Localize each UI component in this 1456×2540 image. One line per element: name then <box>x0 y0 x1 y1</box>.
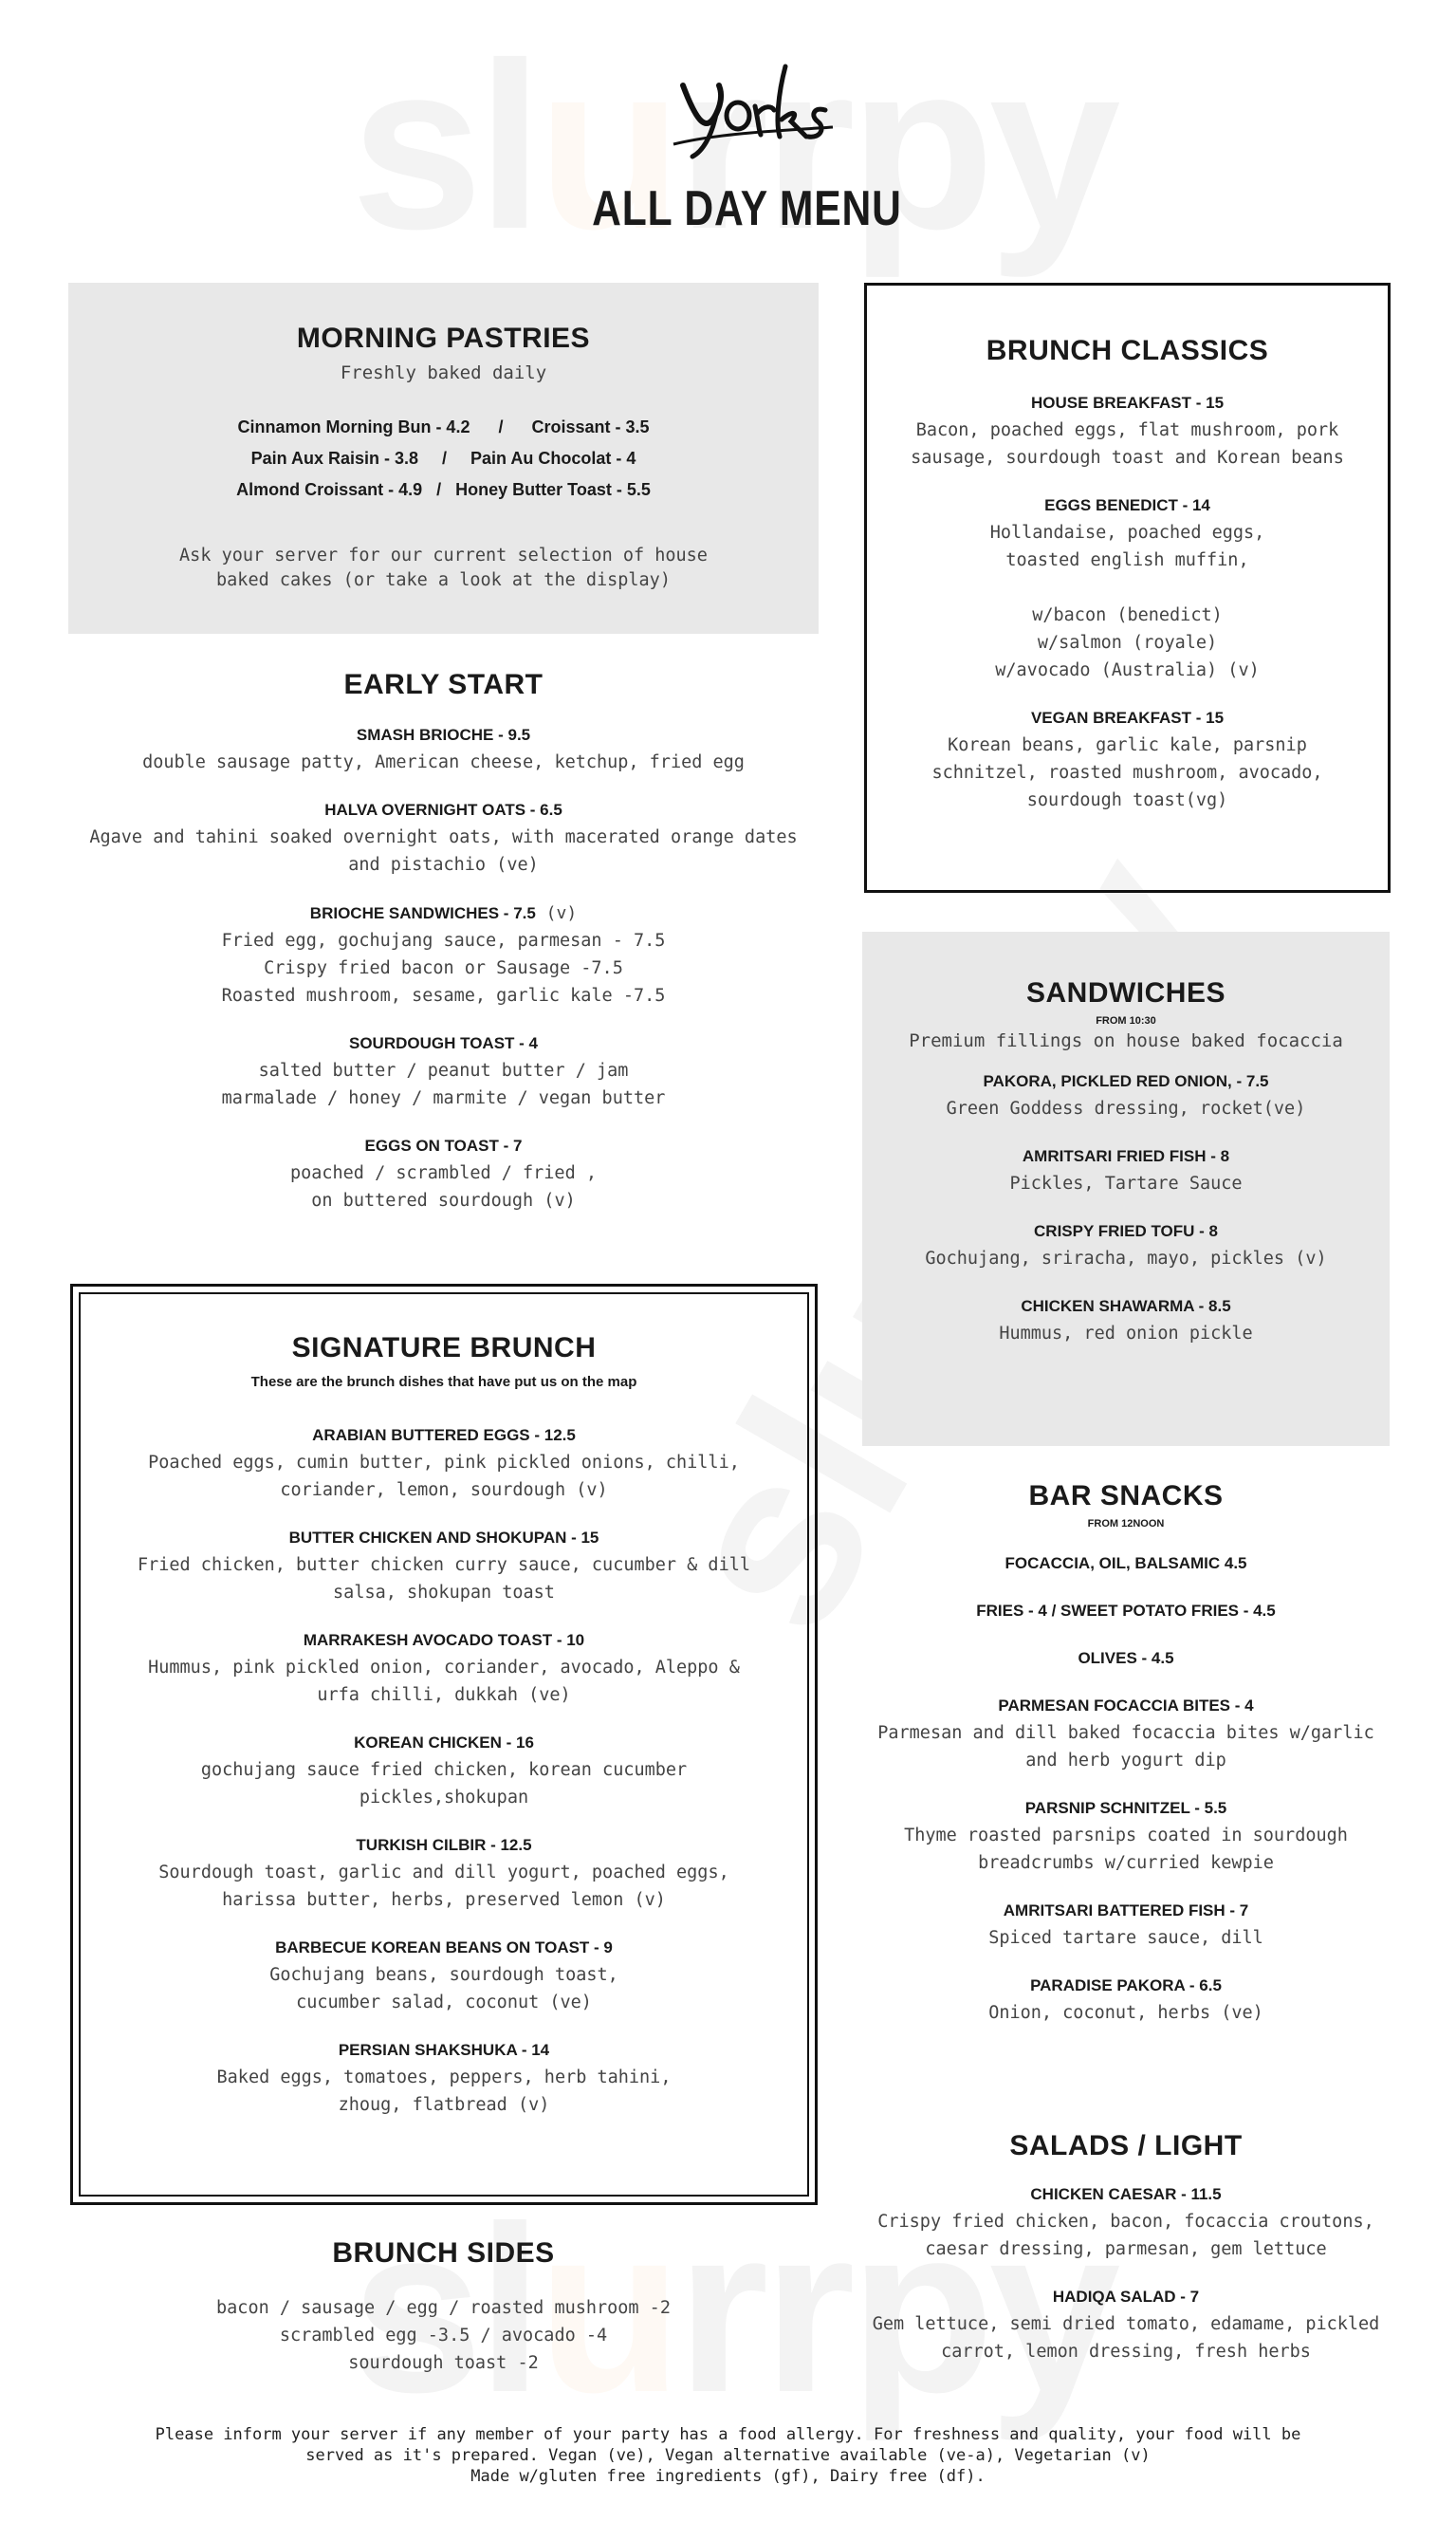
bar-snacks-section <box>862 1480 1390 2027</box>
menu-item <box>68 726 819 776</box>
signature-brunch-section <box>70 1284 818 2205</box>
pastry-line: Almond Croissant - 4.9 / Honey Butter Toast - 5.5 <box>236 480 651 499</box>
item-name: CHICKEN SHAWARMA - 8.5 <box>1021 1297 1231 1315</box>
menu-item <box>862 1147 1390 1197</box>
section-title: SIGNATURE BRUNCH <box>291 1332 597 1363</box>
section-title: SALADS / LIGHT <box>1009 2130 1243 2161</box>
menu-item <box>862 2185 1390 2263</box>
section-title: BRUNCH SIDES <box>332 2237 555 2269</box>
item-desc: Fried egg, gochujang sauce, parmesan - 7.5 Crispy fried bacon or Sausage -7.5 Roasted mushroom, sesame, garlic kale -7.5 <box>221 931 666 1006</box>
menu-item <box>73 1836 815 1914</box>
item-name: HADIQA SALAD - 7 <box>1052 2288 1200 2306</box>
menu-item <box>73 1529 815 1606</box>
section-title: BAR SNACKS <box>1028 1480 1224 1511</box>
item-desc: Onion, coconut, herbs (ve) <box>988 2003 1263 2023</box>
item-name: PARSNIP SCHNITZEL - 5.5 <box>1024 1799 1227 1817</box>
section-title: SANDWICHES <box>1025 977 1226 1009</box>
section-subtitle: Freshly baked daily <box>340 362 547 383</box>
item-desc: Gochujang beans, sourdough toast, cucumber salad, coconut (ve) <box>269 1965 618 2012</box>
item-name: BUTTER CHICKEN AND SHOKUPAN - 15 <box>288 1529 599 1547</box>
item-name: EGGS BENEDICT - 14 <box>1044 496 1210 514</box>
menu-item <box>73 1734 815 1811</box>
pastry-line: Pain Aux Raisin - 3.8 / Pain Au Chocolat - 4 <box>250 449 636 468</box>
section-tagline: These are the brunch dishes that have put us on the map <box>250 1374 637 1390</box>
early-start-section <box>68 669 819 1214</box>
sides-list: bacon / sausage / egg / roasted mushroom -2 scrambled egg -3.5 / avocado -4 sourdough toast -2 <box>216 2298 671 2373</box>
brunch-sides-section <box>68 2237 819 2377</box>
item-desc: Spiced tartare sauce, dill <box>988 1928 1263 1948</box>
section-hours: FROM 12NOON <box>1087 1518 1165 1530</box>
item-desc: Pickles, Tartare Sauce <box>1009 1174 1243 1194</box>
menu-item <box>73 1631 815 1709</box>
section-title: MORNING PASTRIES <box>296 323 591 354</box>
menu-item <box>862 2288 1390 2365</box>
item-name: CHICKEN CAESAR - 11.5 <box>1030 2185 1222 2203</box>
footer-line: served as it's prepared. Vegan (ve), Vegan alternative available (ve-a), Vegetarian (v) <box>305 2446 1151 2465</box>
item-name: KOREAN CHICKEN - 16 <box>354 1734 534 1752</box>
menu-item <box>862 1696 1390 1774</box>
item-name: VEGAN BREAKFAST - 15 <box>1030 709 1225 727</box>
item-name: EGGS ON TOAST - 7 <box>364 1137 523 1155</box>
menu-item <box>867 496 1388 684</box>
menu-item <box>862 1901 1390 1952</box>
yorks-logo <box>664 57 835 161</box>
menu-item <box>68 903 819 1010</box>
allergy-footer <box>0 2424 1456 2487</box>
menu-item <box>862 1799 1390 1877</box>
item-name: OLIVES - 4.5 <box>1078 1649 1174 1667</box>
menu-item <box>862 1222 1390 1272</box>
item-name: PERSIAN SHAKSHUKA - 14 <box>338 2041 550 2059</box>
menu-item <box>68 1137 819 1214</box>
item-desc: Crispy fried chicken, bacon, focaccia croutons, caesar dressing, parmesan, gem lettuce <box>877 2212 1374 2259</box>
item-name: ARABIAN BUTTERED EGGS - 12.5 <box>312 1426 576 1444</box>
section-title: EARLY START <box>343 669 544 700</box>
menu-item <box>862 1554 1390 1573</box>
footer-line: Please inform your server if any member of your party has a food allergy. For freshness and quality, your food will be <box>155 2425 1301 2444</box>
item-desc: Korean beans, garlic kale, parsnip schnitzel, roasted mushroom, avocado, sourdough toast(vg) <box>931 735 1323 810</box>
item-desc: poached / scrambled / fried , on buttered sourdough (v) <box>289 1163 597 1211</box>
item-desc: salted butter / peanut butter / jam marmalade / honey / marmite / vegan butter <box>221 1061 666 1108</box>
item-name: BRIOCHE SANDWICHES - 7.5 (v) <box>309 903 578 923</box>
svg-text:Yorks: Yorks <box>664 57 668 58</box>
menu-item <box>862 1602 1390 1621</box>
pastry-line: Cinnamon Morning Bun - 4.2 / Croissant - 3.5 <box>237 417 650 436</box>
item-name: SMASH BRIOCHE - 9.5 <box>356 726 531 744</box>
item-name: HOUSE BREAKFAST - 15 <box>1030 394 1225 412</box>
item-name: PAKORA, PICKLED RED ONION, - 7.5 <box>983 1072 1269 1090</box>
item-desc: Hollandaise, poached eggs, toasted english muffin, w/bacon (benedict) w/salmon (royale) w/avocado (Australia) (v) <box>989 523 1265 680</box>
item-name: SOURDOUGH TOAST - 4 <box>349 1034 538 1052</box>
item-name: BARBECUE KOREAN BEANS ON TOAST - 9 <box>275 1938 613 1956</box>
menu-item <box>862 1976 1390 2027</box>
menu-item <box>73 1938 815 2016</box>
item-desc: Parmesan and dill baked focaccia bites w/garlic and herb yogurt dip <box>877 1723 1374 1771</box>
item-desc: Baked eggs, tomatoes, peppers, herb tahini, zhoug, flatbread (v) <box>216 2067 672 2115</box>
section-hours: FROM 10:30 <box>1096 1015 1156 1027</box>
item-desc: Poached eggs, cumin butter, pink pickled onions, chilli, coriander, lemon, sourdough (v) <box>148 1453 740 1500</box>
item-desc: Sourdough toast, garlic and dill yogurt, poached eggs, harissa butter, herbs, preserved lemon (v) <box>158 1863 729 1910</box>
item-desc: gochujang sauce fried chicken, korean cucumber pickles,shokupan <box>200 1760 688 1808</box>
menu-item <box>68 801 819 879</box>
salads-section <box>862 2130 1390 2365</box>
footer-line: Made w/gluten free ingredients (gf), Dairy free (df). <box>470 2467 986 2486</box>
item-desc: Green Goddess dressing, rocket(ve) <box>946 1099 1306 1119</box>
pastry-note: Ask your server for our current selection of house baked cakes (or take a look at the display) <box>179 546 708 590</box>
item-desc: Agave and tahini soaked overnight oats, with macerated orange dates and pistachio (ve) <box>89 827 798 875</box>
item-name: AMRITSARI BATTERED FISH - 7 <box>1003 1901 1249 1919</box>
item-name: PARMESAN FOCACCIA BITES - 4 <box>998 1696 1254 1715</box>
section-title: BRUNCH CLASSICS <box>986 335 1269 366</box>
menu-item <box>867 709 1388 814</box>
item-name: PARADISE PAKORA - 6.5 <box>1030 1976 1222 1994</box>
item-desc: Hummus, pink pickled onion, coriander, avocado, Aleppo & urfa chilli, dukkah (ve) <box>148 1658 740 1705</box>
item-name: MARRAKESH AVOCADO TOAST - 10 <box>303 1631 585 1649</box>
sandwiches-section <box>862 932 1390 1446</box>
item-desc: Bacon, poached eggs, flat mushroom, pork sausage, sourdough toast and Korean beans <box>911 420 1344 468</box>
item-desc: Gem lettuce, semi dried tomato, edamame, pickled carrot, lemon dressing, fresh herbs <box>872 2314 1380 2362</box>
section-subtitle: Premium fillings on house baked focaccia <box>909 1030 1343 1051</box>
page-title: ALL DAY MENU <box>592 181 902 236</box>
item-name: HALVA OVERNIGHT OATS - 6.5 <box>324 801 562 819</box>
item-desc: Thyme roasted parsnips coated in sourdough breadcrumbs w/curried kewpie <box>904 1826 1348 1873</box>
item-name: TURKISH CILBIR - 12.5 <box>356 1836 532 1854</box>
menu-item <box>73 2041 815 2119</box>
item-name: AMRITSARI FRIED FISH - 8 <box>1022 1147 1230 1165</box>
item-desc: double sausage patty, American cheese, ketchup, fried egg <box>142 752 745 772</box>
item-desc: Fried chicken, butter chicken curry sauce, cucumber & dill salsa, shokupan toast <box>137 1555 750 1603</box>
item-desc: Hummus, red onion pickle <box>999 1324 1253 1344</box>
menu-item <box>862 1649 1390 1668</box>
menu-item <box>862 1072 1390 1122</box>
menu-item <box>867 394 1388 472</box>
menu-item <box>73 1426 815 1504</box>
brunch-classics-section <box>864 283 1391 893</box>
item-name: CRISPY FRIED TOFU - 8 <box>1034 1222 1218 1240</box>
menu-item <box>862 1297 1390 1347</box>
morning-pastries-section <box>68 283 819 634</box>
item-desc: Gochujang, sriracha, mayo, pickles (v) <box>925 1249 1327 1269</box>
menu-item <box>68 1034 819 1112</box>
item-name: FOCACCIA, OIL, BALSAMIC 4.5 <box>1004 1554 1247 1572</box>
item-name: FRIES - 4 / SWEET POTATO FRIES - 4.5 <box>976 1602 1276 1620</box>
